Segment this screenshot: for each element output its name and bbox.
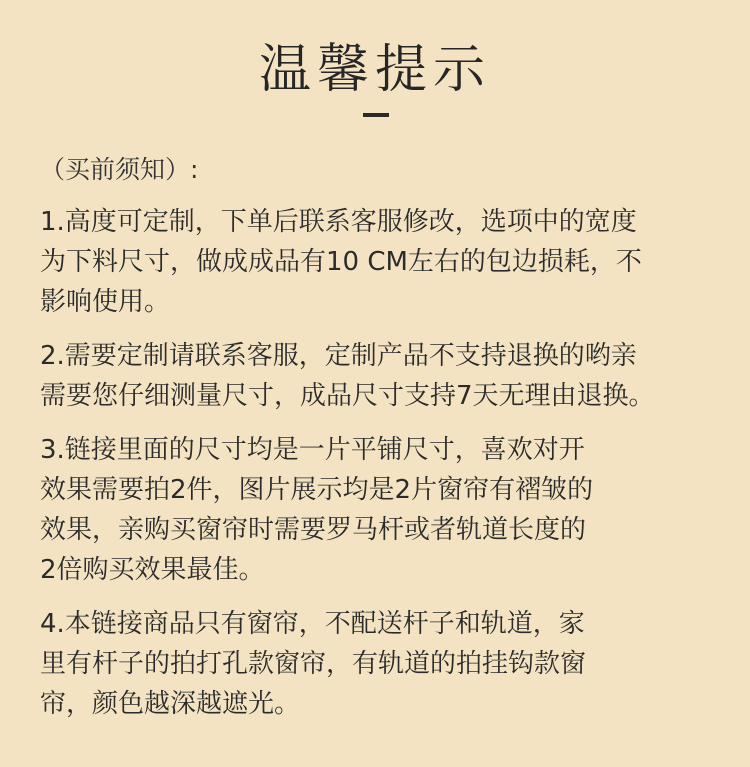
notice-line: 需要您仔细测量尺寸，成品尺寸支持7天无理由退换。 bbox=[40, 381, 655, 411]
notice-label: （买前须知）: bbox=[40, 155, 199, 184]
notice-line: 为下料尺寸，做成成品有10 CM左右的包边损耗，不 bbox=[40, 247, 642, 277]
notice-line: 里有杆子的拍打孔款窗帘，有轨道的拍挂钩款窗 bbox=[40, 649, 587, 679]
notice-item-3 bbox=[40, 430, 720, 590]
notice-line: 2倍购买效果最佳。 bbox=[40, 555, 265, 585]
notice-line: 1.高度可定制，下单后联系客服修改，选项中的宽度 bbox=[40, 207, 637, 237]
notice-item-2 bbox=[40, 336, 720, 416]
notice-item-4 bbox=[40, 604, 720, 724]
notice-line: 帘，颜色越深越遮光。 bbox=[40, 689, 301, 719]
notice-list bbox=[40, 202, 720, 738]
notice-line: 效果需要拍2件，图片展示均是2片窗帘有褶皱的 bbox=[40, 475, 594, 505]
page-title: 温馨提示 bbox=[258, 40, 491, 100]
notice-line: 影响使用。 bbox=[40, 287, 171, 317]
title-underline bbox=[363, 113, 389, 117]
notice-line: 3.链接里面的尺寸均是一片平铺尺寸，喜欢对开 bbox=[40, 435, 585, 465]
notice-line: 2.需要定制请联系客服，定制产品不支持退换的哟亲 bbox=[40, 341, 637, 371]
notice-line: 效果，亲购买窗帘时需要罗马杆或者轨道长度的 bbox=[40, 515, 587, 545]
notice-line: 4.本链接商品只有窗帘，不配送杆子和轨道，家 bbox=[40, 609, 585, 639]
notice-item-1 bbox=[40, 202, 720, 322]
